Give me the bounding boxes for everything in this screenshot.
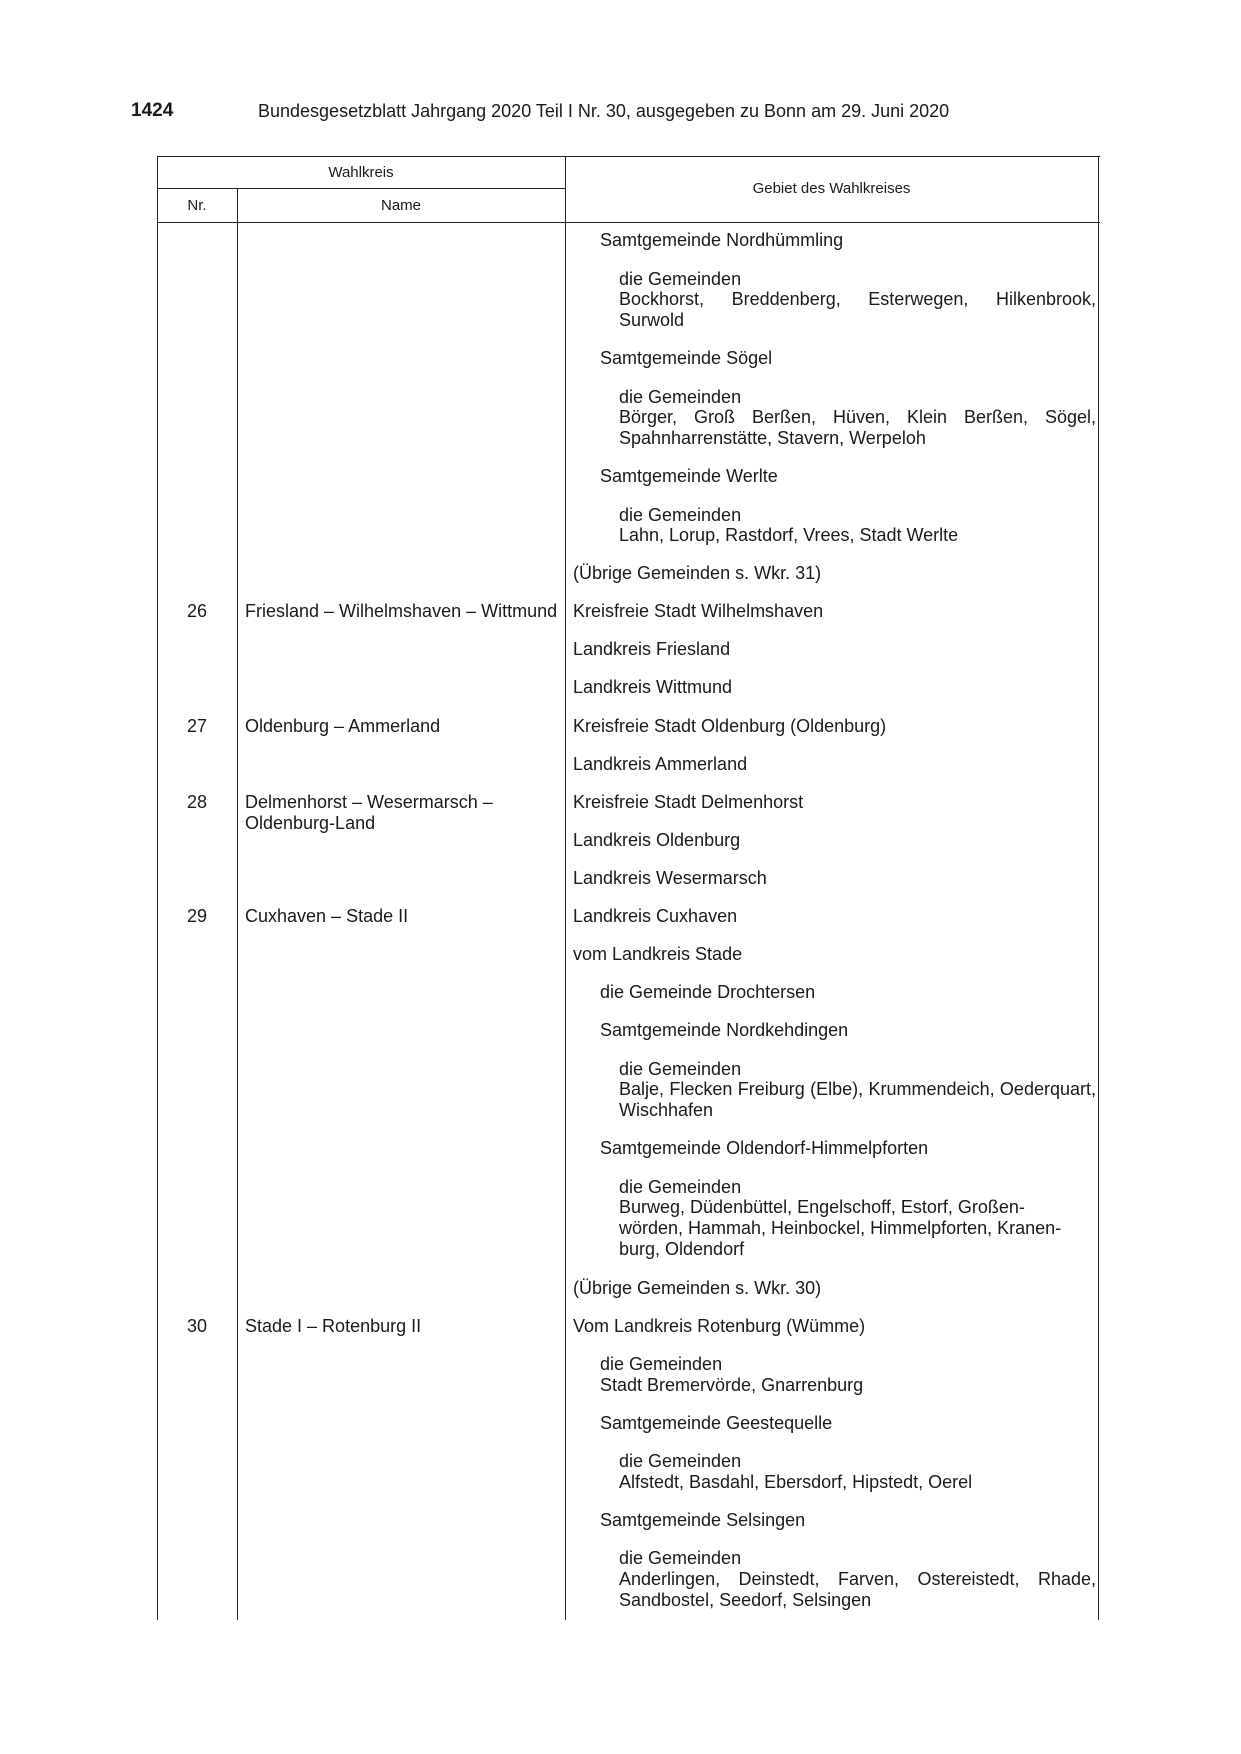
die-gemeinden-label: die Gemeinden xyxy=(619,387,742,407)
area-entry: Kreisfreie Stadt Oldenburg (Oldenburg) xyxy=(573,716,887,736)
die-gemeinden-label: die Gemeinden xyxy=(600,1354,723,1374)
uebrige-gemeinden-note: (Übrige Gemeinden s. Wkr. 31) xyxy=(573,563,822,583)
area-entry: Kreisfreie Stadt Wilhelmshaven xyxy=(573,601,824,621)
column-divider-nr xyxy=(237,188,238,1620)
area-entry: Landkreis Wesermarsch xyxy=(573,868,767,888)
wahlkreis-name: Oldenburg – Ammerland xyxy=(245,716,441,736)
area-entry: Landkreis Friesland xyxy=(573,639,731,659)
table-border-left xyxy=(157,156,158,1620)
nordhuemmling-gemeinden: Bockhorst, Breddenberg, Esterwegen, Hilkenbrook, Surwold xyxy=(619,289,1096,330)
header-bottom-rule xyxy=(157,222,1100,223)
die-gemeinden-label: die Gemeinden xyxy=(619,1451,742,1471)
area-entry: Kreisfreie Stadt Delmenhorst xyxy=(573,792,804,812)
samtgemeinde-selsingen: Samtgemeinde Selsingen xyxy=(600,1510,806,1530)
wahlkreis-name-continued: Oldenburg-Land xyxy=(245,813,376,833)
area-entry: Landkreis Cuxhaven xyxy=(573,906,738,926)
samtgemeinde-werlte: Samtgemeinde Werlte xyxy=(600,466,778,486)
samtgemeinde-geestequelle: Samtgemeinde Geestequelle xyxy=(600,1413,833,1433)
wahlkreis-name: Friesland – Wilhelmshaven – Wittmund xyxy=(245,601,558,621)
table-border-top xyxy=(157,156,1100,157)
area-entry: Landkreis Wittmund xyxy=(573,677,733,697)
wahlkreis-nr: 28 xyxy=(186,792,208,812)
geestequelle-gemeinden: Alfstedt, Basdahl, Ebersdorf, Hipstedt, Oerel xyxy=(619,1472,973,1492)
area-entry: vom Landkreis Stade xyxy=(573,944,743,964)
header-gebiet: Gebiet des Wahlkreises xyxy=(752,180,911,197)
area-entry: die Gemeinde Drochtersen xyxy=(600,982,816,1002)
table-border-right xyxy=(1098,156,1099,1620)
wahlkreis-nr: 30 xyxy=(186,1316,208,1336)
die-gemeinden-label: die Gemeinden xyxy=(619,505,742,525)
wahlkreis-name: Stade I – Rotenburg II xyxy=(245,1316,422,1336)
werlte-gemeinden: Lahn, Lorup, Rastdorf, Vrees, Stadt Werlte xyxy=(619,525,959,545)
oldendorf-gemeinden-line: burg, Oldendorf xyxy=(619,1239,745,1259)
wahlkreis-nr: 29 xyxy=(186,906,208,926)
header-subdivider xyxy=(157,188,566,189)
header-nr: Nr. xyxy=(187,197,207,214)
wahlkreis-nr: 26 xyxy=(186,601,208,621)
die-gemeinden-label: die Gemeinden xyxy=(619,1059,742,1079)
wahlkreis-nr: 27 xyxy=(186,716,208,736)
soegel-gemeinden: Börger, Groß Berßen, Hüven, Klein Berßen, Sögel, Spahnharrenstätte, Stavern, Werpeloh xyxy=(619,407,1096,448)
die-gemeinden-label: die Gemeinden xyxy=(619,1548,742,1568)
page-number: 1424 xyxy=(131,100,174,121)
wahlkreis-name: Delmenhorst – Wesermarsch – xyxy=(245,792,493,812)
rotenburg-gemeinden: Stadt Bremervörde, Gnarrenburg xyxy=(600,1375,864,1395)
wahlkreis-name: Cuxhaven – Stade II xyxy=(245,906,409,926)
samtgemeinde-nordhuemmling: Samtgemeinde Nordhümmling xyxy=(600,230,844,250)
die-gemeinden-label: die Gemeinden xyxy=(619,1177,742,1197)
header-wahlkreis: Wahlkreis xyxy=(328,164,394,181)
column-divider-name xyxy=(565,156,566,1620)
oldendorf-gemeinden-line: Burweg, Düdenbüttel, Engelschoff, Estorf, Großen- xyxy=(619,1197,1025,1217)
area-entry: Landkreis Oldenburg xyxy=(573,830,741,850)
area-entry: Landkreis Ammerland xyxy=(573,754,748,774)
area-entry: Vom Landkreis Rotenburg (Wümme) xyxy=(573,1316,866,1336)
samtgemeinde-nordkehdingen: Samtgemeinde Nordkehdingen xyxy=(600,1020,849,1040)
samtgemeinde-soegel: Samtgemeinde Sögel xyxy=(600,348,773,368)
die-gemeinden-label: die Gemeinden xyxy=(619,269,742,289)
nordkehdingen-gemeinden: Balje, Flecken Freiburg (Elbe), Krummendeich, Oederquart, Wischhafen xyxy=(619,1079,1096,1120)
samtgemeinde-oldendorf-himmelpforten: Samtgemeinde Oldendorf-Himmelpforten xyxy=(600,1138,929,1158)
oldendorf-gemeinden-line: wörden, Hammah, Heinbockel, Himmelpforten, Kranen- xyxy=(619,1218,1062,1238)
wahlkreis-table xyxy=(157,156,1100,1620)
uebrige-gemeinden-note: (Übrige Gemeinden s. Wkr. 30) xyxy=(573,1278,822,1298)
header-name: Name xyxy=(380,197,421,214)
running-head: Bundesgesetzblatt Jahrgang 2020 Teil I Nr. 30, ausgegeben zu Bonn am 29. Juni 2020 xyxy=(258,101,950,121)
selsingen-gemeinden: Anderlingen, Deinstedt, Farven, Ostereistedt, Rhade, Sandbostel, Seedorf, Selsingen xyxy=(619,1569,1096,1610)
